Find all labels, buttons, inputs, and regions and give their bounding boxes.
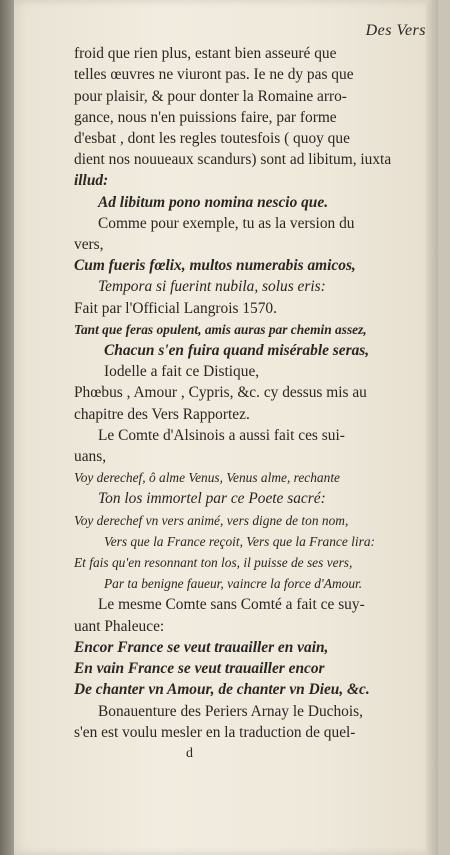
text-line: froid que rien plus, estant bien asseuré que [74, 45, 337, 63]
text-line: Tempora si fuerint nubila, solus eris: [98, 278, 326, 296]
text-line: Comme pour exemple, tu as la version du [98, 214, 355, 232]
text-line: uans, [74, 448, 107, 466]
text-line: Encor France se veut trauailler en vain, [74, 638, 329, 656]
text-line: Ton los immortel par ce Poete sacré: [98, 490, 326, 508]
body-lines [74, 43, 426, 743]
text-line: Phœbus , Amour , Cypris, &c. cy dessus mis au [74, 384, 367, 402]
text-line: Vers que la France reçoit, Vers que la France lira: [104, 533, 375, 549]
text-line: pour plaisir, & pour donter la Romaine arro- [74, 87, 347, 105]
text-line: Ad libitum pono nomina nescio que. [98, 193, 329, 211]
text-line: En vain France se veut trauailler encor [74, 660, 325, 678]
text-line: Chacun s'en fuira quand misérable seras, [104, 342, 370, 360]
text-line: vers, [74, 236, 104, 254]
text-line: Fait par l'Official Langrois 1570. [74, 299, 277, 317]
text-line: chapitre des Vers Rapportez. [74, 405, 250, 423]
book-spine [0, 0, 14, 855]
text-line: Le Comte d'Alsinois a aussi fait ces sui- [98, 426, 345, 444]
text-line: gance, nous n'en puissions faire, par forme [74, 108, 337, 126]
page-edge [426, 0, 438, 855]
text-line: Iodelle a fait ce Distique, [104, 363, 260, 381]
text-line: s'en est voulu mesler en la traduction de quel- [74, 723, 356, 741]
text-line: Par ta benigne faueur, vaincre la force d'Amour. [104, 576, 363, 592]
text-line: dient nos nouueaux scandurs) sont ad libitum, iuxta [74, 151, 392, 169]
text-line: Bonauenture des Periers Arnay le Duchois, [98, 702, 363, 720]
text-line: De chanter vn Amour, de chanter vn Dieu, &c. [74, 681, 370, 699]
text-line: illud: [74, 172, 109, 190]
text-line: d'esbat , dont les regles toutesfois ( quoy que [74, 130, 350, 148]
text-line: Cum fueris fœlix, multos numerabis amicos, [74, 257, 356, 275]
text-line: Et fais qu'en resonnant ton los, il puisse de ses vers, [74, 555, 353, 571]
text-line: uant Phaleuce: [74, 617, 165, 635]
running-header: Des Vers [365, 22, 426, 39]
catchword: d [186, 745, 193, 761]
text-line: Voy derechef, ô alme Venus, Venus alme, rechante [74, 470, 340, 486]
text-line: Voy derechef vn vers animé, vers digne de ton nom, [74, 512, 349, 528]
text-line: Tant que feras opulent, amis auras par chemin assez, [74, 321, 367, 337]
text-line: Le mesme Comte sans Comté a fait ce suy- [98, 596, 365, 614]
page-text-block [74, 20, 426, 764]
text-line: telles œuvres ne viuront pas. Ie ne dy pas que [74, 66, 354, 84]
